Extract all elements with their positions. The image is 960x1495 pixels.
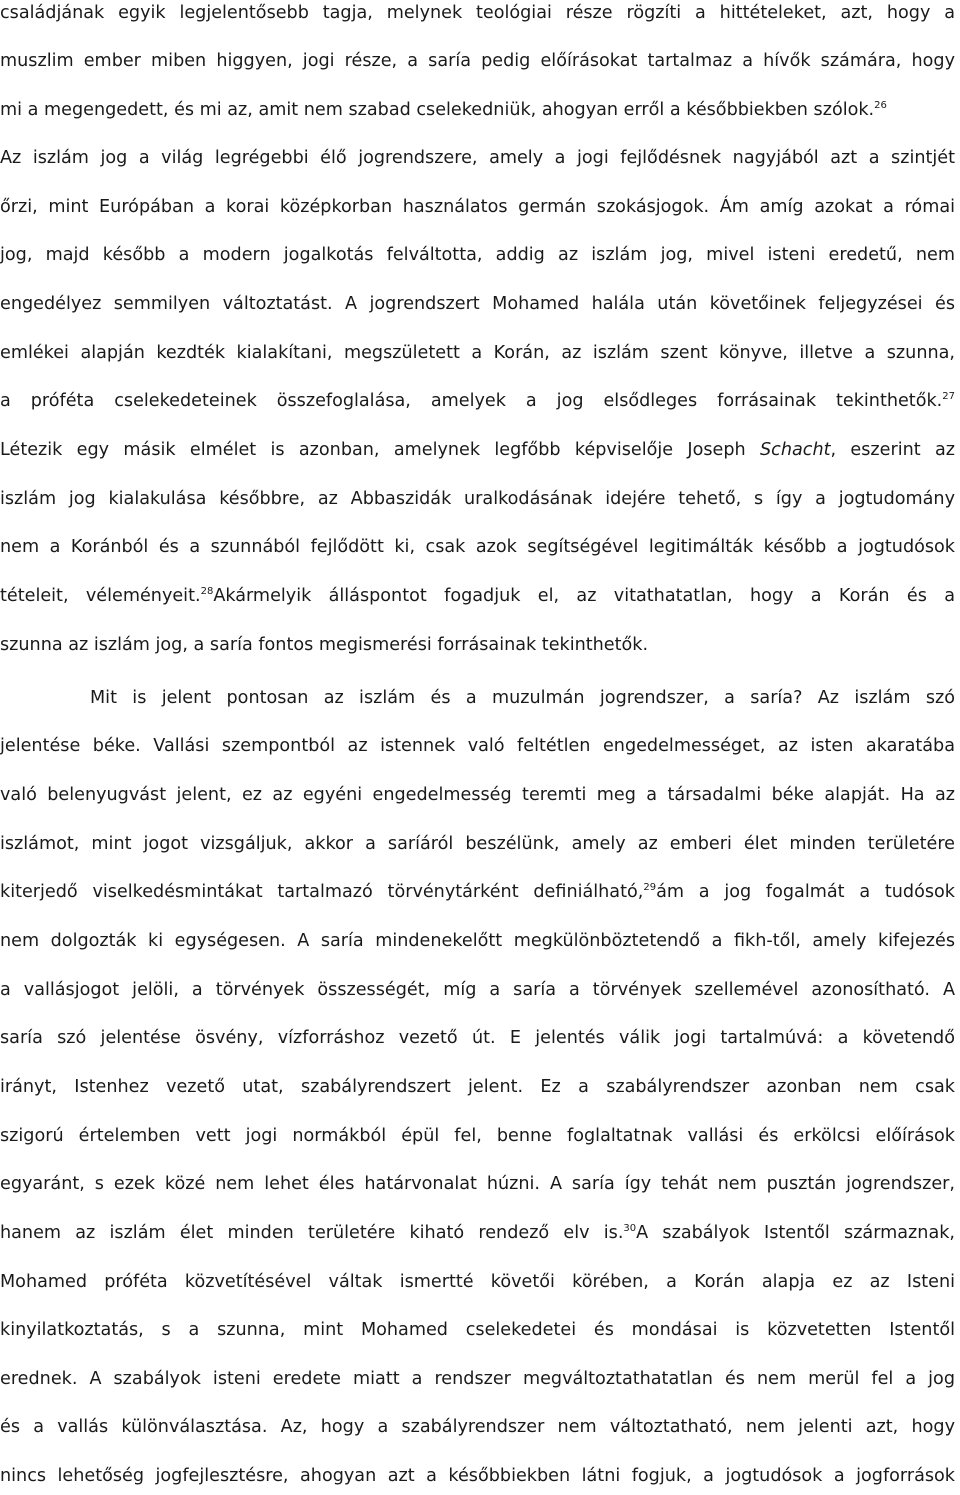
text-line-31: nincs lehetőség jogfejlesztésre, ahogyan azt a későbbiekben látni fogjuk, a jogtudósok a jogforrások	[0, 1466, 955, 1486]
text-line-26: hanem az iszlám élet minden területére kiható rendező elv is.$^{30}$A szabályok Istentől származnak,	[0, 1223, 956, 1243]
text-line-16: jelentése béke. Vallási szempontból az istennek való feltétlen engedelmességet, az isten akaratába	[0, 736, 955, 756]
text-line-1: családjának egyik legjelentősebb tagja, melynek teológiai része rögzíti a hittételeket, azt, hogy a	[0, 3, 955, 23]
text-line-29: erednek. A szabályok isteni eredete miatt a rendszer megváltoztathatatlan és nem merül fel a jog	[0, 1369, 955, 1389]
text-line-18: iszlámot, mint jogot vizsgáljuk, akkor a saríáról beszélünk, amely az emberi élet minden területére	[0, 834, 955, 854]
text-line-6: jog, majd később a modern jogalkotás felváltotta, addig az iszlám jog, mivel isteni eredetű, nem	[0, 245, 955, 265]
footnote-ref-28[interactable]: 28	[200, 586, 214, 597]
text-line-14: szunna az iszlám jog, a saría fontos megismerési forrásainak tekinthetők.	[0, 635, 649, 655]
text-line-22: saría szó jelentése ösvény, vízforráshoz vezető út. E jelentés válik jogi tartalmúvá: a követendő	[0, 1028, 955, 1048]
text-line-28: kinyilatkoztatás, s a szunna, mint Mohamed cselekedetei és mondásai is közvetetten Istentől	[0, 1320, 955, 1340]
text-line-4: Az iszlám jog a világ legrégebbi élő jogrendszere, amely a jogi fejlődésnek nagyjából azt a szintjét	[0, 148, 955, 168]
footnote-ref-30[interactable]: 30	[623, 1223, 637, 1234]
text-line-13: tételeit, véleményeit.$^{28}$Akármelyik álláspontot fogadjuk el, az vitathatatlan, hogy a Korán és a	[0, 586, 955, 606]
text-line-30: és a vallás különválasztása. Az, hogy a szabályrendszer nem változtatható, nem jelenti azt, hogy	[0, 1417, 955, 1437]
text-line-7: engedélyez semmilyen változtatást. A jogrendszert Mohamed halála után követőinek feljegyzései és	[0, 294, 955, 314]
footnote-ref-27[interactable]: 27	[942, 391, 955, 402]
text-line-3: mi a megengedett, és mi az, amit nem szabad cselekedniük, ahogyan erről a későbbiekben szólok.$^{26}$	[0, 100, 887, 120]
text-line-12: nem a Koránból és a szunnából fejlődött ki, csak azok segítségével legitimálták később a jogtudósok	[0, 537, 955, 557]
footnote-ref-26[interactable]: 26	[874, 100, 887, 111]
author-name-italic: Schacht	[760, 440, 831, 460]
text-line-24: szigorú értelemben vett jogi normákból épül fel, benne foglaltatnak vallási és erkölcsi előírások	[0, 1126, 955, 1146]
footnote-ref-29[interactable]: 29	[643, 882, 657, 893]
text-line-5: őrzi, mint Európában a korai középkorban használatos germán szokásjogok. Ám amíg azokat a római	[0, 197, 955, 217]
text-line-8: emlékei alapján kezdték kialakítani, megszületett a Korán, az iszlám szent könyve, illetve a szunna,	[0, 343, 955, 363]
text-line-2: muszlim ember miben higgyen, jogi része, a saría pedig előírásokat tartalmaz a hívők számára, hogy	[0, 51, 955, 71]
text-line-11: iszlám jog kialakulása későbbre, az Abbaszidák uralkodásának idejére tehető, s így a jogtudomány	[0, 489, 955, 509]
text-line-21: a vallásjogot jelöli, a törvények összességét, míg a saría a törvények szellemével azonosítható. A	[0, 980, 955, 1000]
text-line-17: való belenyugvást jelent, ez az egyéni engedelmesség teremti meg a társadalmi béke alapját. Ha az	[0, 785, 955, 805]
text-line-23: irányt, Istenhez vezető utat, szabályrendszert jelent. Ez a szabályrendszer azonban nem csak	[0, 1077, 955, 1097]
text-line-19: kiterjedő viselkedésmintákat tartalmazó törvénytárként definiálható,$^{29}$ám a jog fogalmát a tudósok	[0, 882, 955, 902]
text-line-27: Mohamed próféta közvetítésével váltak ismertté követői körében, a Korán alapja ez az Isteni	[0, 1272, 955, 1292]
text-line-15: Mit is jelent pontosan az iszlám és a muzulmán jogrendszer, a saría? Az iszlám szó	[90, 688, 955, 708]
text-line-9: a próféta cselekedeteinek összefoglalása, amelyek a jog elsődleges forrásainak tekinthetők.$^{27}$	[0, 391, 955, 411]
text-line-10: Létezik egy másik elmélet is azonban, amelynek legfőbb képviselője Joseph Schacht, eszerint az	[0, 440, 955, 460]
text-line-25: egyaránt, s ezek közé nem lehet éles határvonalat húzni. A saría így tehát nem pusztán jogrendszer,	[0, 1174, 955, 1194]
text-line-20: nem dolgozták ki egységesen. A saría mindenekelőtt megkülönböztetendő a fikh-től, amely kifejezés	[0, 931, 955, 951]
